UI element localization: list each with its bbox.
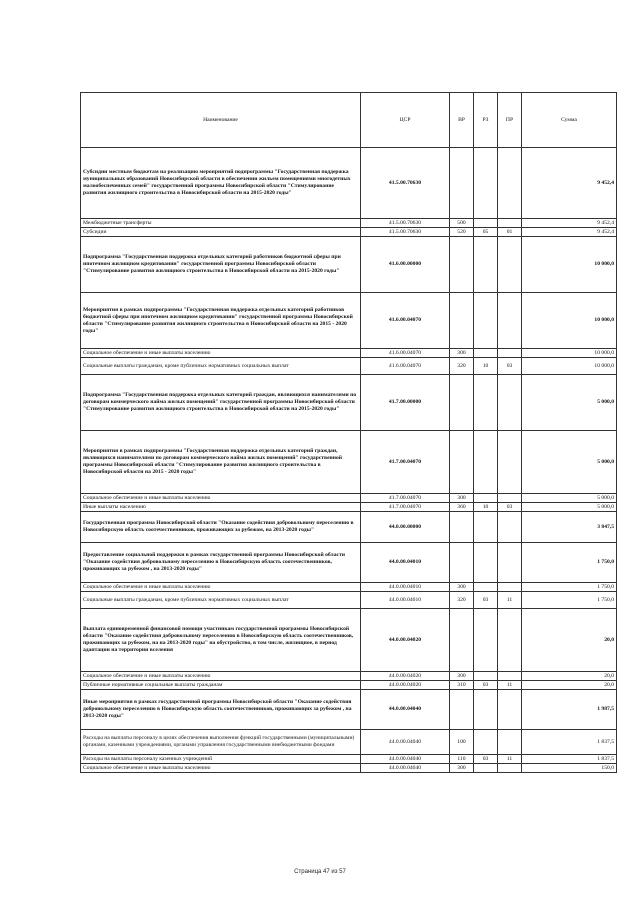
cell-sum: 20,0 (522, 681, 617, 690)
cell-sum: 5 000,0 (522, 431, 617, 494)
table-row (81, 755, 617, 764)
cell-name: Социальные выплаты гражданам, кроме публичных нормативных социальных выплат (81, 358, 361, 375)
cell-vr: 520 (450, 228, 474, 237)
cell-rz (474, 237, 498, 293)
cell-sum: 5 000,0 (522, 494, 617, 503)
cell-name: Иные мероприятия в рамках государственной программы Новосибирской области "Оказание содействия добровольному переселению в Новосибирскую область соотечественников, проживающих за рубежом , на 2013-2020 годы" (81, 690, 361, 730)
cell-vr: 320 (450, 358, 474, 375)
header-pr: ПР (498, 93, 522, 148)
cell-sum: 1 837,5 (522, 755, 617, 764)
cell-rz (474, 672, 498, 681)
table-row (81, 672, 617, 681)
cell-name: Мероприятия в рамках подпрограммы "Государственная поддержка отдельных категорий работников бюджетной сферы при ипотечном жилищном кредитовании" государственной программы Новосибирской области "Стимулирование развития жилищного строительства в Новосибирской области на 2015 - 2020 годы" (81, 293, 361, 349)
cell-pr (498, 494, 522, 503)
cell-vr: 300 (450, 349, 474, 358)
cell-rz (474, 148, 498, 219)
cell-sum: 3 847,5 (522, 512, 617, 543)
cell-sum: 1 750,0 (522, 543, 617, 583)
cell-csr: 41.5.00.70630 (361, 228, 450, 237)
cell-name: Предоставление социальной поддержки в рамках государственной программы Новосибирской области "Оказание содействия добровольному переселению в Новосибирскую область соотечественников, проживающих за рубежом , на 2013-2020 годы" (81, 543, 361, 583)
cell-rz: 05 (474, 228, 498, 237)
header-name: Наименование (81, 93, 361, 148)
cell-name: Иные выплаты населению (81, 503, 361, 512)
table-row (81, 592, 617, 609)
cell-rz: 10 (474, 358, 498, 375)
cell-pr (498, 431, 522, 494)
cell-name: Подпрограмма "Государственная поддержка отдельных категорий граждан, являющихся нанимателями по договорам коммерческого найма жилых помещений" государственной программы Новосибирской области "Стимулирование развития жилищного строительства в Новосибирской области на 2015-2020 годы" (81, 375, 361, 431)
cell-csr: 44.0.00.04040 (361, 755, 450, 764)
cell-rz (474, 293, 498, 349)
cell-rz (474, 512, 498, 543)
cell-rz: 03 (474, 755, 498, 764)
table-row (81, 583, 617, 592)
table-row (81, 237, 617, 293)
cell-name: Выплата единовременной финансовой помощи участникам государственной программы Новосибирской области "Оказание содействия добровольному переселению в Новосибирскую область соотечественников, проживающих за рубежом, на на 2013-2020 годы" на обустройство, в том числе, жилищное, в период адаптации на территории вселения (81, 609, 361, 672)
cell-sum: 10 000,0 (522, 293, 617, 349)
cell-pr (498, 148, 522, 219)
cell-rz (474, 349, 498, 358)
cell-csr: 41.7.00.04070 (361, 494, 450, 503)
cell-csr: 41.5.00.70630 (361, 148, 450, 219)
cell-pr: 11 (498, 592, 522, 609)
cell-sum: 9 452,4 (522, 228, 617, 237)
cell-sum: 10 000,0 (522, 358, 617, 375)
cell-vr (450, 293, 474, 349)
table-row (81, 543, 617, 583)
cell-rz: 03 (474, 681, 498, 690)
cell-name: Мероприятия в рамках подпрограммы "Государственная поддержка отдельных категорий граждан, являющихся нанимателями по договорам коммерческого найма жилых помещений" государственной программы Новосибирской области "Стимулирование развития жилищного строительства в Новосибирской области на 2015 - 2020 годы" (81, 431, 361, 494)
cell-pr (498, 293, 522, 349)
table-body (81, 148, 617, 773)
cell-pr (498, 349, 522, 358)
cell-vr (450, 690, 474, 730)
table-row (81, 228, 617, 237)
cell-csr: 41.6.00.04070 (361, 349, 450, 358)
cell-sum: 1 750,0 (522, 583, 617, 592)
cell-pr: 03 (498, 503, 522, 512)
cell-csr: 44.0.00.04010 (361, 543, 450, 583)
cell-vr (450, 609, 474, 672)
cell-pr (498, 672, 522, 681)
cell-csr: 44.0.00.04020 (361, 672, 450, 681)
cell-csr: 44.0.00.04010 (361, 592, 450, 609)
cell-sum: 9 452,4 (522, 148, 617, 219)
cell-sum: 1 750,0 (522, 592, 617, 609)
cell-rz (474, 764, 498, 773)
cell-sum: 20,0 (522, 672, 617, 681)
table-row (81, 681, 617, 690)
cell-csr: 44.0.00.04020 (361, 609, 450, 672)
cell-name: Социальное обеспечение и иные выплаты населению (81, 494, 361, 503)
cell-vr (450, 512, 474, 543)
table-row (81, 609, 617, 672)
cell-csr: 41.6.00.00000 (361, 237, 450, 293)
cell-name: Межбюджетные трансферты (81, 219, 361, 228)
header-vr: ВР (450, 93, 474, 148)
cell-pr (498, 583, 522, 592)
cell-vr: 300 (450, 672, 474, 681)
cell-vr: 310 (450, 681, 474, 690)
cell-name: Публичные нормативные социальные выплаты гражданам (81, 681, 361, 690)
cell-rz (474, 431, 498, 494)
cell-pr (498, 512, 522, 543)
cell-pr (498, 730, 522, 755)
cell-name: Социальное обеспечение и иные выплаты населению (81, 349, 361, 358)
cell-csr: 41.6.00.04070 (361, 293, 450, 349)
cell-pr (498, 609, 522, 672)
cell-pr (498, 375, 522, 431)
cell-vr (450, 237, 474, 293)
cell-pr (498, 237, 522, 293)
cell-vr: 500 (450, 219, 474, 228)
cell-rz (474, 583, 498, 592)
cell-csr: 44.0.00.04010 (361, 583, 450, 592)
cell-name: Субсидии (81, 228, 361, 237)
cell-name: Социальные выплаты гражданам, кроме публичных нормативных социальных выплат (81, 592, 361, 609)
cell-name: Расходы на выплаты персоналу в целях обеспечения выполнения функций государственными (муниципальными) органами, казенными учреждениями, органами управления государственными внебюджетными фондами (81, 730, 361, 755)
cell-pr (498, 543, 522, 583)
cell-sum: 10 000,0 (522, 237, 617, 293)
header-sum: Сумма (522, 93, 617, 148)
cell-csr: 41.7.00.04070 (361, 503, 450, 512)
cell-vr: 300 (450, 764, 474, 773)
table-row (81, 503, 617, 512)
cell-vr: 320 (450, 592, 474, 609)
cell-rz: 10 (474, 503, 498, 512)
cell-pr (498, 764, 522, 773)
table-row (81, 219, 617, 228)
cell-pr (498, 219, 522, 228)
cell-vr: 360 (450, 503, 474, 512)
cell-csr: 41.5.00.70630 (361, 219, 450, 228)
table-row (81, 690, 617, 730)
cell-csr: 44.0.00.04020 (361, 681, 450, 690)
cell-rz (474, 609, 498, 672)
cell-sum: 5 000,0 (522, 375, 617, 431)
cell-csr: 41.7.00.00000 (361, 375, 450, 431)
cell-csr: 44.0.00.04040 (361, 764, 450, 773)
cell-vr: 300 (450, 494, 474, 503)
cell-vr (450, 543, 474, 583)
table-row (81, 293, 617, 349)
cell-vr: 300 (450, 583, 474, 592)
table-row (81, 512, 617, 543)
table-row (81, 358, 617, 375)
cell-pr: 11 (498, 755, 522, 764)
cell-csr: 44.0.00.04040 (361, 730, 450, 755)
cell-pr: 03 (498, 358, 522, 375)
cell-vr (450, 148, 474, 219)
header-rz: РЗ (474, 93, 498, 148)
cell-pr: 01 (498, 228, 522, 237)
cell-rz: 03 (474, 592, 498, 609)
cell-name: Расходы на выплаты персоналу казенных учреждений (81, 755, 361, 764)
cell-rz (474, 219, 498, 228)
cell-name: Государственная программа Новосибирской области "Оказание содействия добровольному переселению в Новосибирскую область соотечественников, проживающих за рубежом, на 2013-2020 годы" (81, 512, 361, 543)
cell-pr: 11 (498, 681, 522, 690)
cell-sum: 5 000,0 (522, 503, 617, 512)
cell-sum: 1 837,5 (522, 730, 617, 755)
table-row (81, 494, 617, 503)
cell-rz (474, 730, 498, 755)
cell-name: Социальное обеспечение и иные выплаты населению (81, 583, 361, 592)
cell-vr: 100 (450, 730, 474, 755)
cell-rz (474, 690, 498, 730)
cell-vr (450, 375, 474, 431)
header-csr: ЦСР (361, 93, 450, 148)
cell-pr (498, 690, 522, 730)
cell-vr: 110 (450, 755, 474, 764)
cell-csr: 44.0.00.04040 (361, 690, 450, 730)
cell-csr: 44.0.00.00000 (361, 512, 450, 543)
table-row (81, 431, 617, 494)
cell-sum: 10 000,0 (522, 349, 617, 358)
cell-sum: 150,0 (522, 764, 617, 773)
cell-sum: 9 452,4 (522, 219, 617, 228)
cell-csr: 41.6.00.04070 (361, 358, 450, 375)
page-number: Страница 47 из 57 (294, 869, 346, 875)
cell-name: Социальное обеспечение и иные выплаты населению (81, 672, 361, 681)
table-row (81, 375, 617, 431)
cell-name: Субсидии местным бюджетам на реализацию мероприятий подпрограммы "Государственная поддержка муниципальных образований Новосибирской области в обеспечении жильем помещениями многодетных малообеспеченных семей" государственной программы Новосибирской области "Стимулирование развития жилищного строительства в Новосибирской области на 2015-2020 годы" (81, 148, 361, 219)
table-row (81, 764, 617, 773)
table-header-row (81, 93, 617, 148)
cell-rz (474, 543, 498, 583)
table-row (81, 148, 617, 219)
cell-name: Подпрограмма "Государственная поддержка отдельных категорий работников бюджетной сферы при ипотечном жилищном кредитовании" государственной программы Новосибирской области "Стимулирование развития жилищного строительства в Новосибирской области на 2015-2020 годы" (81, 237, 361, 293)
cell-vr (450, 431, 474, 494)
table-row (81, 349, 617, 358)
cell-name: Социальное обеспечение и иные выплаты населению (81, 764, 361, 773)
cell-sum: 20,0 (522, 609, 617, 672)
budget-table (80, 92, 617, 773)
cell-rz (474, 375, 498, 431)
cell-csr: 41.7.00.04070 (361, 431, 450, 494)
cell-sum: 1 987,5 (522, 690, 617, 730)
cell-rz (474, 494, 498, 503)
table-row (81, 730, 617, 755)
